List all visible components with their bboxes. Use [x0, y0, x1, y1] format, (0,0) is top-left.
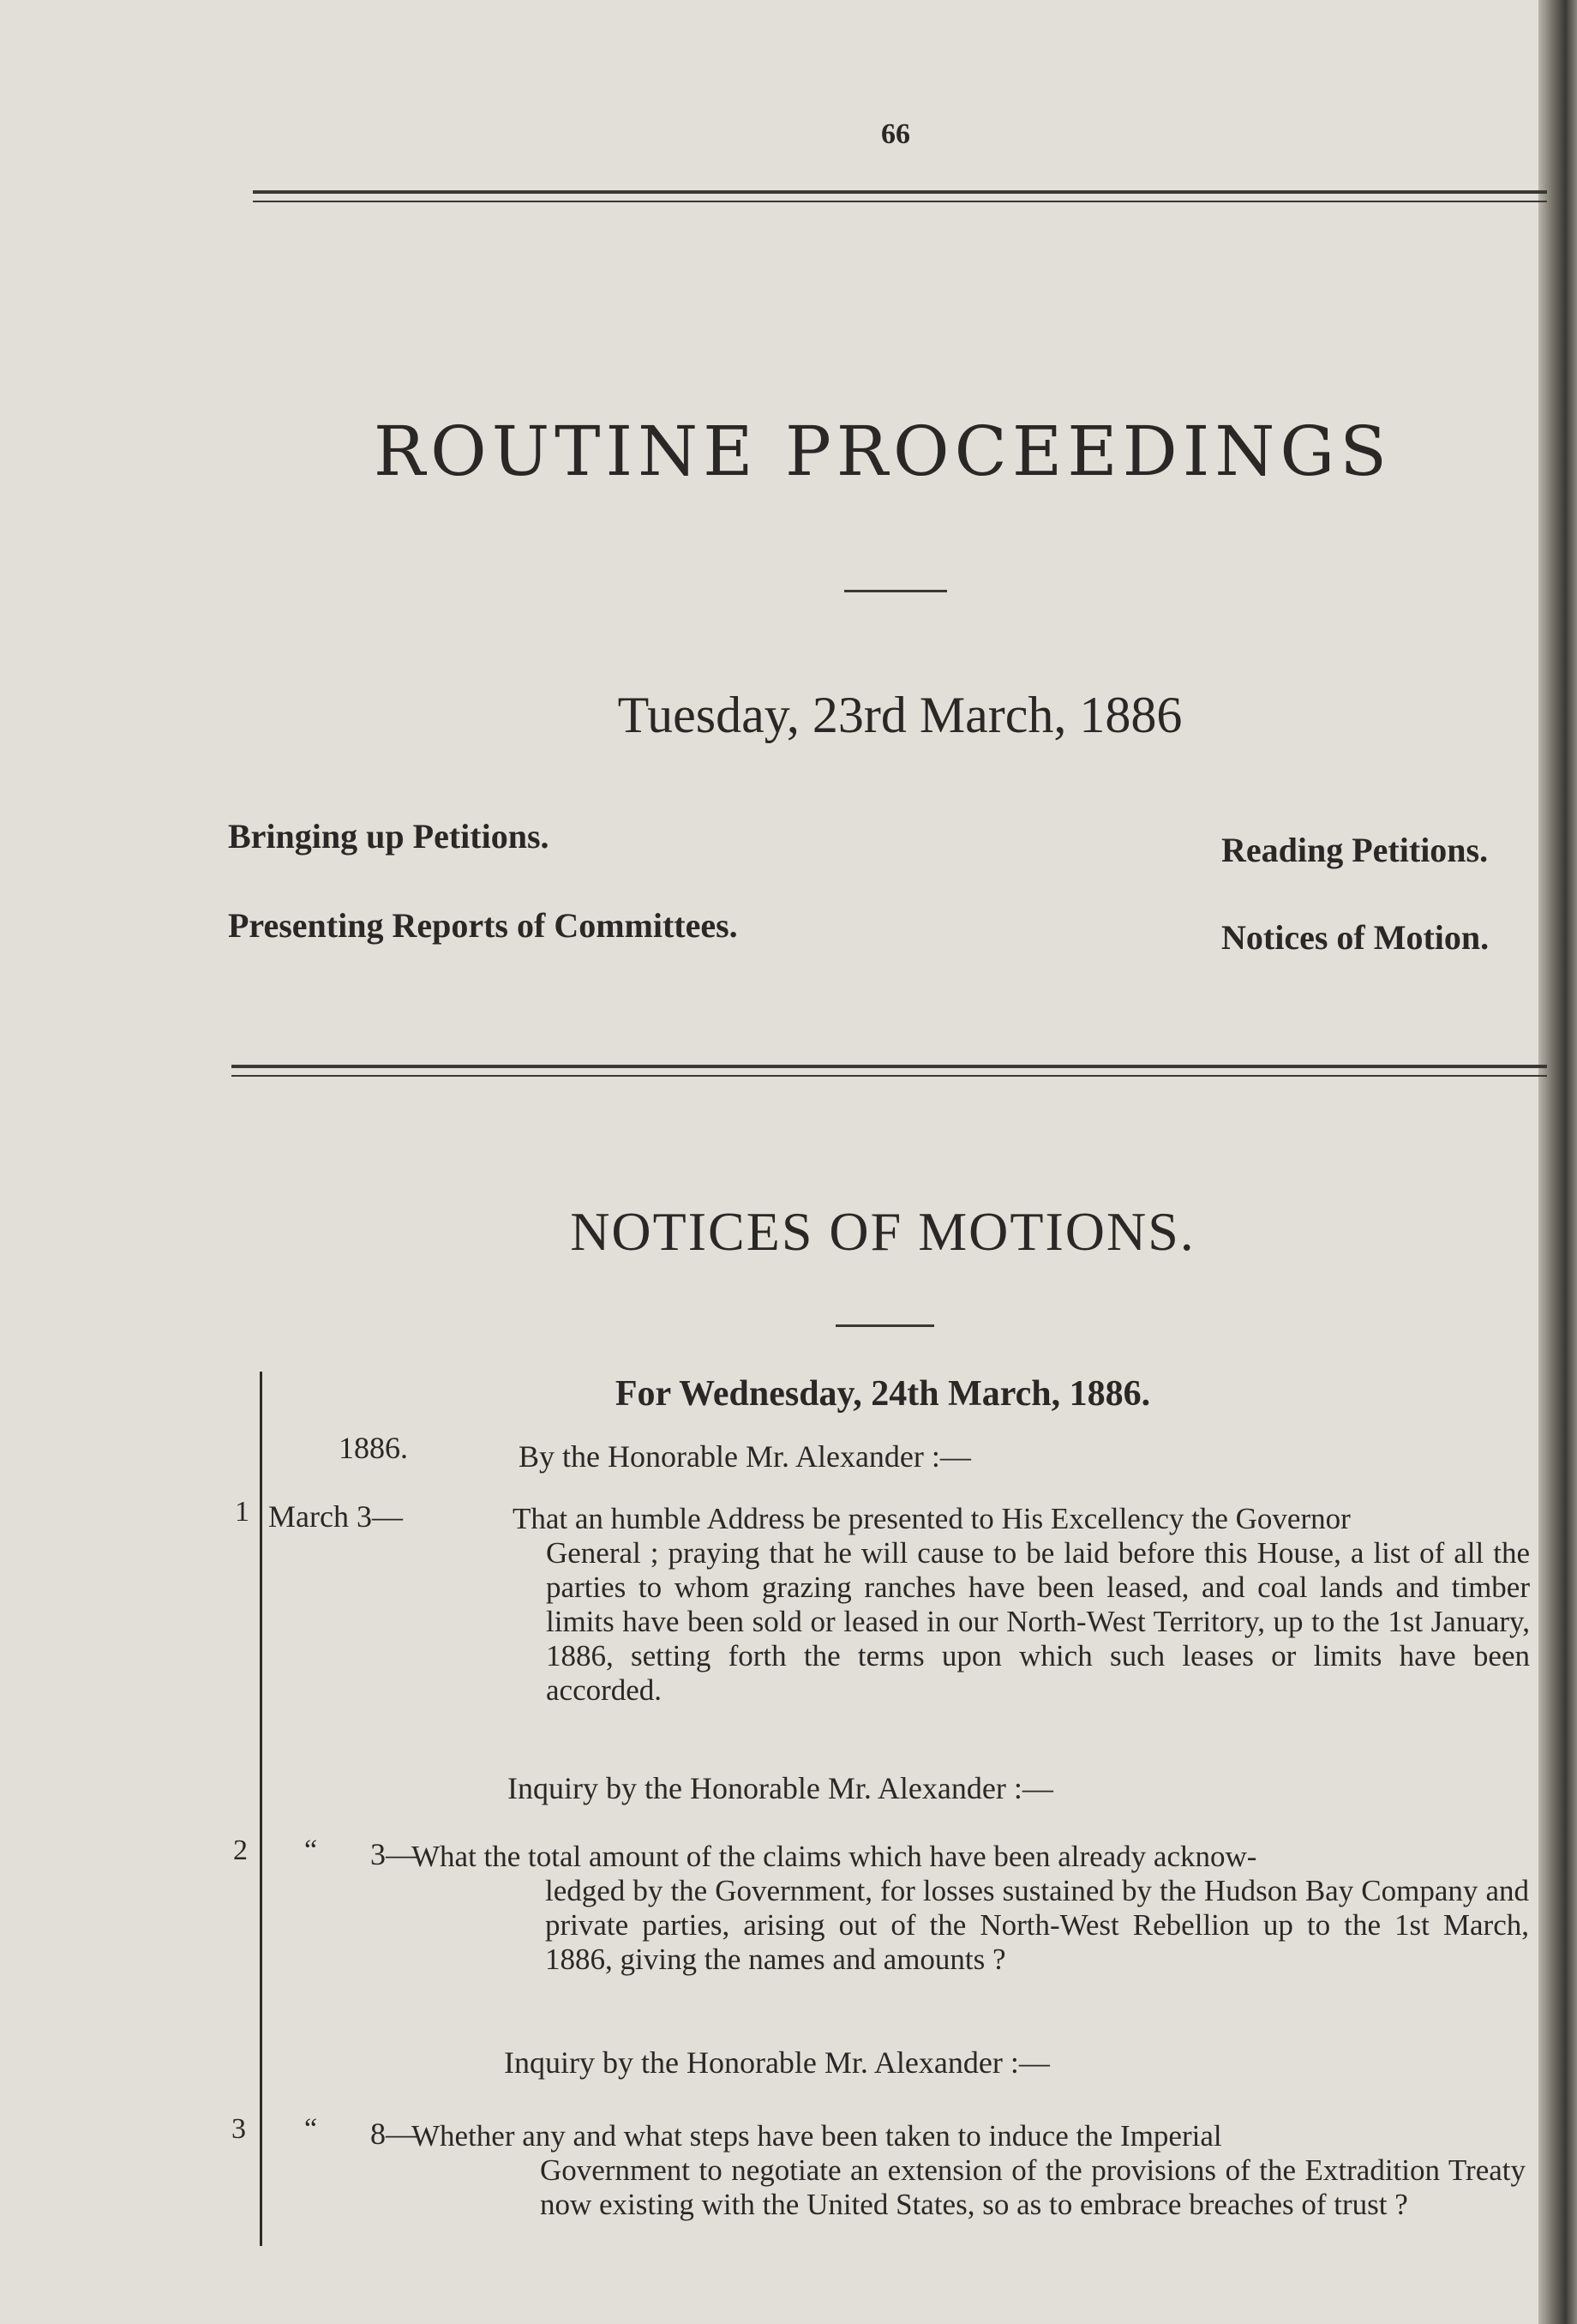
item-number: 3 — [231, 2113, 246, 2145]
notices-title: NOTICES OF MOTIONS. — [570, 1201, 1196, 1262]
page-number: 66 — [881, 118, 910, 150]
proceeding-presenting-reports: Presenting Reports of Committees. — [228, 906, 738, 945]
item-continuation: Government to negotiate an extension of the provisions of the Extradition Treaty now existing with the United States, so as to embrace breaches of trust ? — [540, 2153, 1526, 2221]
session-date: Tuesday, 23rd March, 1886 — [617, 687, 1183, 743]
notices-for-date: For Wednesday, 24th March, 1886. — [615, 1374, 1151, 1414]
margin-line-lower — [260, 1972, 262, 2246]
ditto-mark: “ — [304, 1835, 318, 1866]
inquiry-heading: Inquiry by the Honorable Mr. Alexander :— — [507, 1771, 1053, 1805]
section-rule — [231, 1065, 1547, 1077]
header-rule — [253, 190, 1547, 202]
title-divider — [844, 590, 947, 592]
item-number: 1 — [235, 1496, 249, 1528]
item-continuation: General ; praying that he will cause to be laid before this House, a list of all the parties to whom grazing ranches have been leased, and coal lands and timber limits have been sold or leased in our North-West Territory, up to the 1st January, 1886, setting forth the terms upon which such leases or limits have been accorded. — [546, 1536, 1530, 1707]
item-first-line: What the total amount of the claims which have been already acknow- — [411, 1840, 1257, 1873]
proceeding-notices-of-motion: Notices of Motion. — [1221, 918, 1490, 957]
notices-divider — [836, 1324, 934, 1327]
book-binding-edge — [1538, 0, 1577, 2324]
item-number: 2 — [233, 1835, 248, 1866]
margin-line — [260, 1372, 262, 1989]
item-date-lead: March 3— — [268, 1499, 403, 1534]
notice-mover: By the Honorable Mr. Alexander :— — [519, 1439, 971, 1474]
item-first-line: That an humble Address be presented to His Excellency the Governor — [513, 1502, 1351, 1535]
item-date-lead: 8— — [370, 2117, 417, 2151]
proceeding-bringing-up-petitions: Bringing up Petitions. — [228, 817, 549, 856]
item-date-lead: 3— — [370, 1837, 417, 1871]
proceeding-reading-petitions: Reading Petitions. — [1221, 831, 1489, 869]
item-continuation: ledged by the Government, for losses sustained by the Hudson Bay Company and private parties, arising out of the North-West Rebellion up to the 1st March, 1886, giving the names and amounts ? — [545, 1874, 1529, 1976]
item-first-line: Whether any and what steps have been taken to induce the Imperial — [411, 2119, 1222, 2153]
inquiry-heading: Inquiry by the Honorable Mr. Alexander :— — [504, 2045, 1050, 2080]
page-title: ROUTINE PROCEEDINGS — [373, 411, 1393, 491]
notice-year: 1886. — [339, 1431, 408, 1465]
ditto-mark: “ — [304, 2113, 318, 2145]
